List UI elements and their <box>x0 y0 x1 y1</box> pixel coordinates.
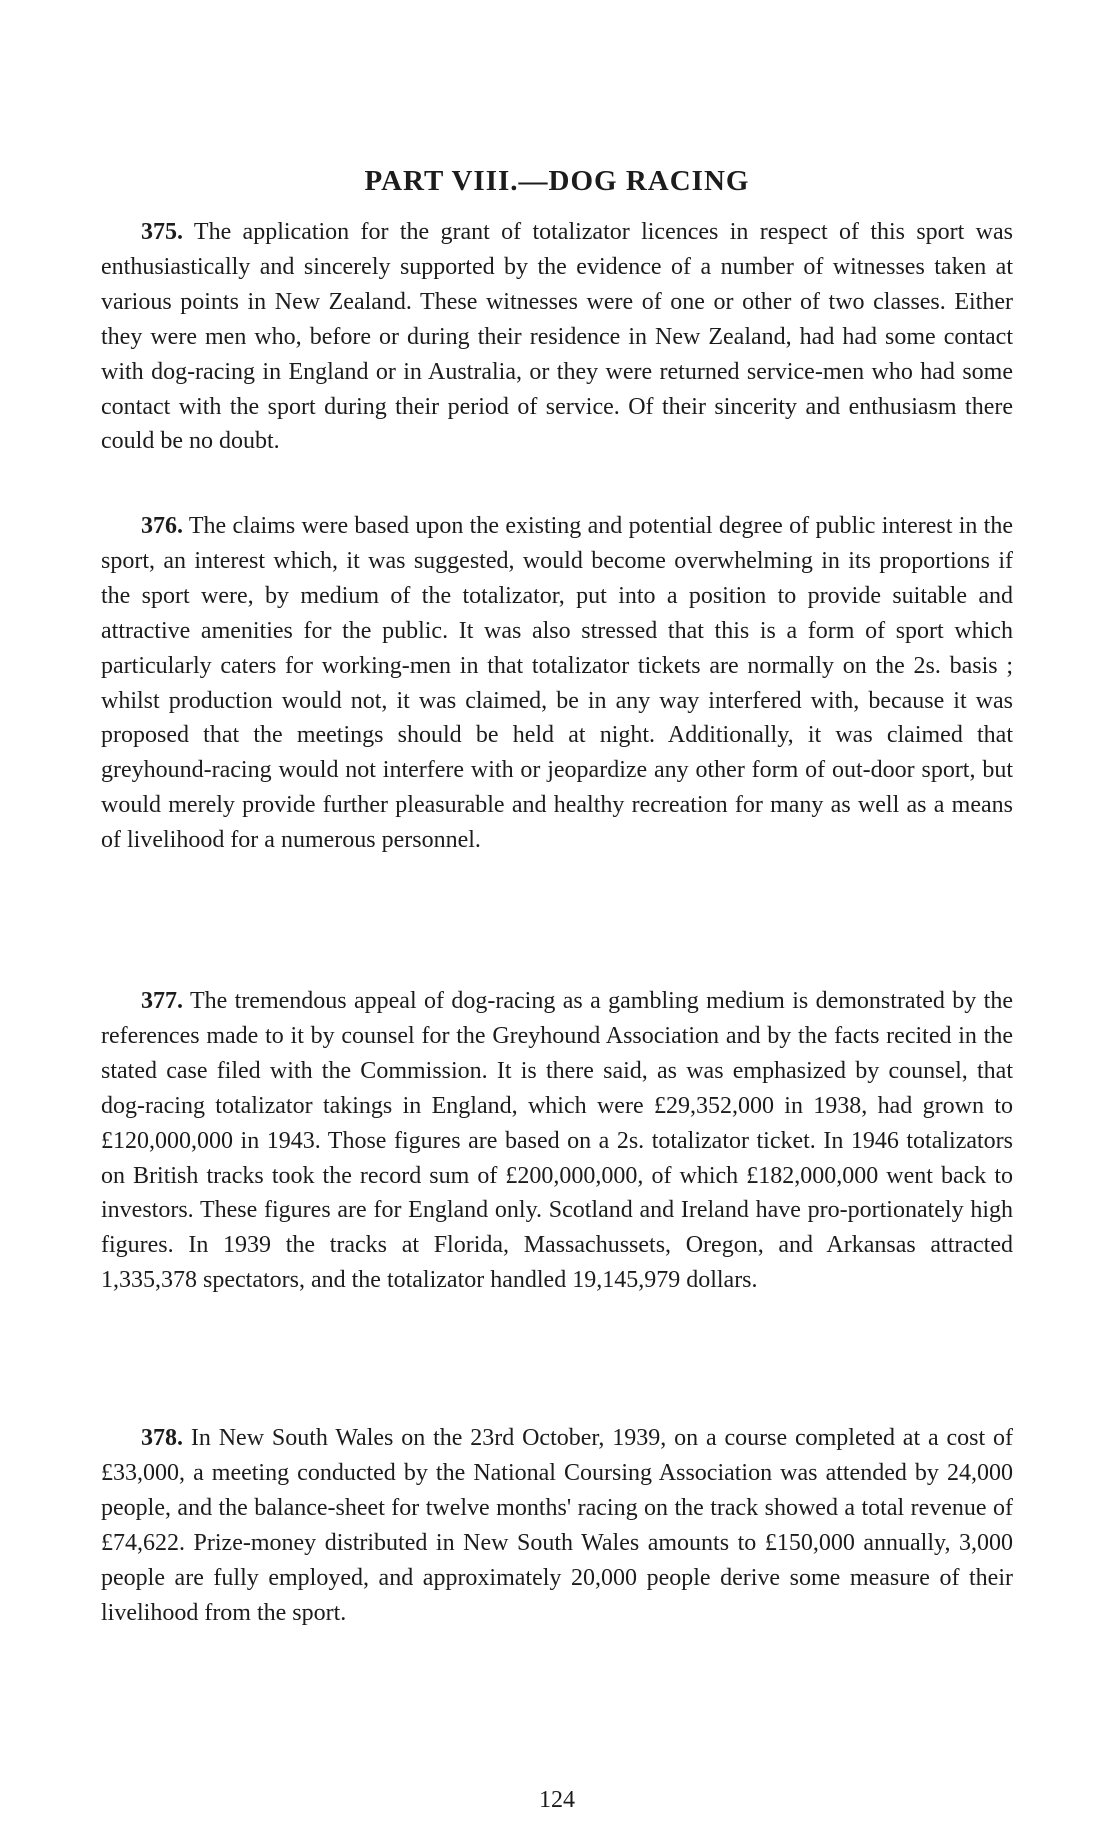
page-title: PART VIII.—DOG RACING <box>364 165 750 197</box>
paragraph-376 <box>101 509 1013 858</box>
paragraph-378 <box>101 1421 1013 1630</box>
paragraph-text: The tremendous appeal of dog-racing as a gambling medium is demonstrated by the references made to it by counsel for the Greyhound Association and by the facts recited in the stated case filed with the Commission. It is there said, as was emphasized by counsel, that dog-racing totalizator takings in England, which were £29,352,000 in 1938, had grown to £120,000,000 in 1943. Those figures are based on a 2s. totalizator ticket. In 1946 totalizators on British tracks took the record sum of £200,000,000, of which £182,000,000 went back to investors. These figures are for England only. Scotland and Ireland have pro-portionately high figures. In 1939 the tracks at Florida, Massachussets, Oregon, and Arkansas attracted 1,335,378 spectators, and the totalizator handled 19,145,979 dollars. <box>101 988 1013 1294</box>
paragraph-number: 376. <box>141 513 183 539</box>
paragraph-text: In New South Wales on the 23rd October, 1939, on a course completed at a cost of £33,000, a meeting conducted by the National Coursing Association was attended by 24,000 people, and the balance-sheet for twelve months' racing on the track showed a total revenue of £74,622. Prize-money distributed in New South Wales amounts to £150,000 annually, 3,000 people are fully employed, and approximately 20,000 people derive some measure of their livelihood from the sport. <box>101 1425 1013 1626</box>
paragraph-number: 375. <box>141 219 183 245</box>
paragraph-text: The claims were based upon the existing and potential degree of public interest in the sport, an interest which, it was suggested, would become overwhelming in its proportions if the sport were, by medium of the totalizator, put into a position to provide suitable and attractive amenities for the public. It was also stressed that this is a form of sport which particularly caters for working-men in that totalizator tickets are normally on the 2s. basis ; whilst production would not, it was claimed, be in any way interfered with, because it was proposed that the meetings should be held at night. Additionally, it was claimed that greyhound-racing would not interfere with or jeopardize any other form of out-door sport, but would merely provide further pleasurable and healthy recreation for many as well as a means of livelihood for a numerous personnel. <box>101 513 1013 854</box>
page-number: 124 <box>539 1787 575 1813</box>
paragraph-number: 377. <box>141 988 183 1014</box>
paragraph-text: The application for the grant of totalizator licences in respect of this sport was enthusiastically and sincerely supported by the evidence of a number of witnesses taken at various points in New Zealand. These witnesses were of one or other of two classes. Either they were men who, before or during their residence in New Zealand, had had some contact with dog-racing in England or in Australia, or they were returned service-men who had some contact with the sport during their period of service. Of their sincerity and enthusiasm there could be no doubt. <box>101 219 1013 455</box>
paragraph-377 <box>101 984 1013 1298</box>
paragraph-number: 378. <box>141 1425 183 1451</box>
paragraph-375 <box>101 215 1013 459</box>
